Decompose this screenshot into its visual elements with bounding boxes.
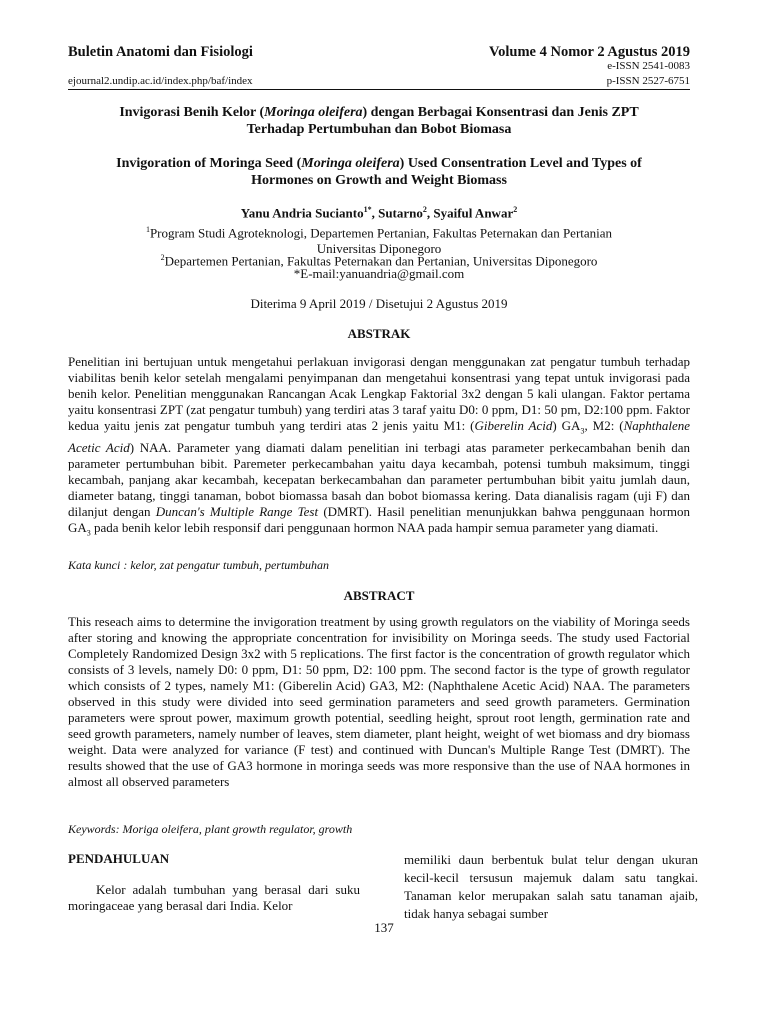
keywords: Keywords: Moriga oleifera, plant growth regulator, growth: [68, 822, 353, 836]
kata-kunci: Kata kunci : kelor, zat pengatur tumbuh, pertumbuhan: [68, 558, 329, 572]
header-divider: [68, 89, 690, 90]
abstract-body: This reseach aims to determine the invigoration treatment by using growth regulators on the viability of Moringa seeds after storing and knowing the appropriate concentration for invisibility on Moringa seeds. The study used Factorial Completely Randomized Design 3x2 with 5 replications. The first factor is the concentration of growth regulator which consists of 3 levels, namely D0: 0 ppm, D1: 50 ppm, D2: 100 ppm. The second factor is the type of growth regulator which consists of 2 types, namely M1: (Giberelin Acid) GA3, M2: (Naphthalene Acetic Acid) NAA. The parameters observed in this study were divided into seed germination parameters and seed growth parameters. Germination parameters were sprout power, maximum growth potential, seedling height, sprout root length, germination rate and seed growth parameters, namely number of leaves, stem diameter, plant height, weight of wet biomass and dry biomass weight. Data were analyzed for variance (F test) and continued with Duncan's Multiple Range Test (DMRT). The results showed that the use of GA3 hormone in moringa seeds was more responsive than the use of NAA hormones in almost all observed parameters: [68, 614, 690, 789]
page-number: 137: [374, 920, 394, 935]
received-date: Diterima 9 April 2019 / Disetujui 2 Agustus 2019: [250, 296, 508, 311]
affiliation-1: $^1$Program Studi Agroteknologi, Departemen Pertanian, Fakultas Peternakan dan Pertanian Universitas Diponegoro: [145, 225, 613, 256]
pendahuluan-heading: PENDAHULUAN: [68, 851, 170, 866]
title-indonesian: Invigorasi Benih Kelor (Moringa oleifera) dengan Berbagai Konsentrasi dan Jenis ZPT Terhadap Pertumbuhan dan Bobot Biomasa: [119, 105, 639, 137]
author-email[interactable]: *E-mail:yanuandria@gmail.com: [293, 266, 465, 281]
journal-name: Buletin Anatomi dan Fisiologi: [68, 44, 253, 60]
abstrak-body: Penelitian ini bertujuan untuk mengetahui perlakuan invigorasi dengan menggunakan zat pengatur tumbuh terhadap viabilitas benih kelor setelah mengalami penyimpanan dan mengetahui konsentrasi yang tepat untuk invigorasi pada benih kelor. Penelitian menggunakan Rancangan Acak Lengkap Faktorial 3x2 dengan 5 kali ulangan. Faktor pertama yaitu konsentrasi ZPT (zat pengatur tumbuh) yang terdiri atas 3 taraf yaitu D0: 0 ppm, D1: 50 pm, D2:100 ppm. Faktor kedua yaitu jenis zat pengatur tumbuh yang terdiri atas 2 jenis yaitu M1: (Giberelin Acid) $GA_3$, M2: (Naphthalene Acetic Acid) NAA. Parameter yang diamati dalam penelitian ini terbagi atas parameter perkecambahan benih dan parameter pertumbuhan bibit. Paremeter perkecambahan yaitu daya kecambah, potensi tumbuh maksimum, tinggi kecambah, panjang akar kecambah, kecepatan berkecambahan dan parameter pertumbuhan bibit yaitu jumlah daun, diameter batang, tinggi tanaman, bobot biomassa basah dan bobot biomassa kering. Data dianalisis ragam (uji F) dan dilanjut dengan Duncan's Multiple Range Test (DMRT). Hasil penelitian menunjukkan bahwa penggunaan hormon $GA_3$ pada benih kelor lebih responsif dari penggunaan hormon NAA pada hampir semua parameter yang diamati.: [68, 354, 691, 538]
journal-url[interactable]: ejournal2.undip.ac.id/index.php/baf/index: [68, 75, 253, 87]
authors: Yanu Andria Sucianto$^{1*}$, Sutarno$^2$, Syaiful Anwar$^2$: [240, 205, 518, 221]
p-issn: p-ISSN 2527-6751: [606, 75, 690, 87]
affiliation-2: $^2$Departemen Pertanian, Fakultas Peternakan dan Pertanian, Universitas Diponegoro: [160, 253, 598, 269]
title-english: Invigoration of Moringa Seed (Moringa oleifera) Used Consentration Level and Types of Hormones on Growth and Weight Biomass: [116, 156, 642, 188]
abstrak-heading: ABSTRAK: [347, 326, 411, 341]
intro-left-column: Kelor adalah tumbuhan yang berasal dari suku moringaceae yang berasal dari India. Kelor: [68, 882, 360, 913]
journal-volume: Volume 4 Nomor 2 Agustus 2019: [488, 44, 690, 60]
intro-right-column: memiliki daun berbentuk bulat telur dengan ukuran kecil-kecil tersusun majemuk dalam satu tangkai. Tanaman kelor merupakan salah satu tanaman ajaib, tidak hanya sebagai sumber: [404, 852, 698, 921]
e-issn: e-ISSN 2541-0083: [607, 60, 690, 72]
abstract-heading: ABSTRACT: [343, 588, 415, 603]
